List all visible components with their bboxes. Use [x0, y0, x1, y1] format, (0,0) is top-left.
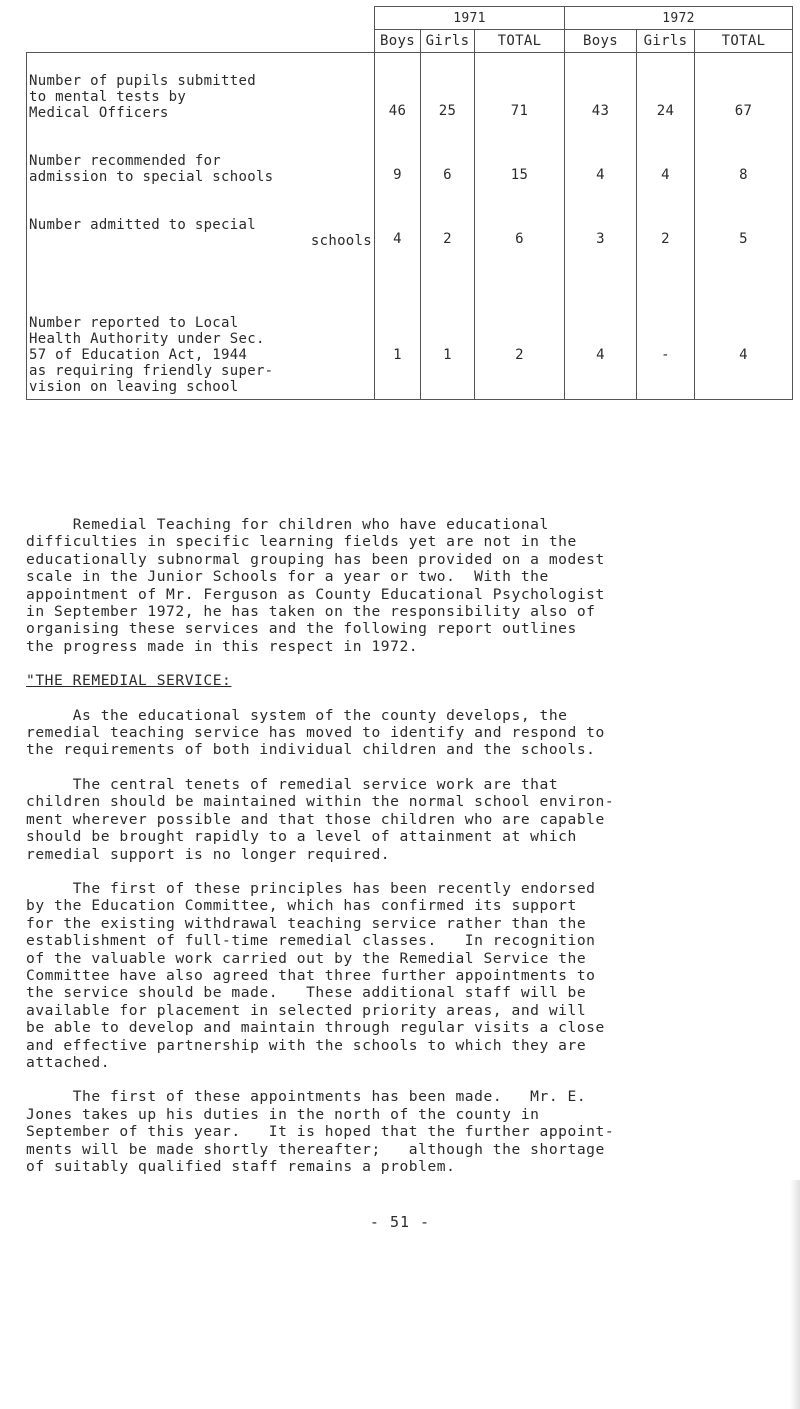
blank-header-cell [27, 7, 375, 53]
row-label-line: 57 of Education Act, 1944 [29, 347, 248, 363]
row-label-line: as requiring friendly super- [29, 363, 274, 379]
page-number: - 51 - [369, 1213, 431, 1231]
row-label [27, 253, 375, 400]
table-row [27, 253, 793, 400]
table-cell: 5 [695, 189, 793, 253]
table-cell: 8 [695, 125, 793, 189]
row-label-line: to mental tests by [29, 89, 187, 105]
table-cell: 25 [421, 53, 475, 126]
table-cell: 9 [375, 125, 421, 189]
column-header: Boys [565, 30, 637, 53]
table-cell: 6 [421, 125, 475, 189]
paragraph-system-develops: As the educational system of the county develops, the remedial teaching service has moved to identify and respond to the requirements of both individual children and the schools. [26, 706, 605, 759]
table-cell: 6 [475, 189, 565, 253]
column-header: Boys [375, 30, 421, 53]
column-header: Girls [421, 30, 475, 53]
row-label-line: vision on leaving school [29, 379, 239, 395]
table-cell: - [637, 253, 695, 400]
table-cell: 1 [421, 253, 475, 400]
paragraph-appointments: The first of these appointments has been made. Mr. E. Jones takes up his duties in the north of the county in September of this year. It is hoped that the further appoint- ments will be made shortly thereafter; although the shortage of suitably qualified staff remains a problem. [26, 1088, 615, 1175]
row-label-line: Number recommended for [29, 153, 222, 169]
year-1971-header: 1971 [375, 7, 565, 30]
row-label-line: schools [310, 233, 372, 249]
table-cell: 71 [475, 53, 565, 126]
table-cell: 4 [565, 125, 637, 189]
column-header: TOTAL [475, 30, 565, 53]
paragraph-central-tenets: The central tenets of remedial service work are that children should be maintained within the normal school environ- ment wherever possible and that those children who are capable should be brought rapidly to a level of attainment at which remedial support is no longer required. [26, 775, 615, 863]
row-label-line: Number reported to Local [29, 315, 239, 331]
row-label-line: Medical Officers [29, 105, 169, 121]
row-label [27, 125, 375, 189]
scan-edge-shadow [790, 1180, 800, 1409]
row-label-line: Number admitted to special [29, 217, 256, 233]
section-heading: "THE REMEDIAL SERVICE: [26, 672, 232, 690]
table-cell: 2 [637, 189, 695, 253]
table-row [27, 125, 793, 189]
table-cell: 24 [637, 53, 695, 126]
column-header: TOTAL [695, 30, 793, 53]
table-cell: 67 [695, 53, 793, 126]
row-label [27, 53, 375, 126]
table-cell: 15 [475, 125, 565, 189]
table-cell: 4 [565, 253, 637, 400]
year-header-row [27, 7, 793, 30]
table-row [27, 53, 793, 126]
report-body [26, 516, 792, 1192]
row-label [27, 189, 375, 253]
paragraph-remedial-teaching: Remedial Teaching for children who have educational difficulties in specific learning fields yet are not in the educationally subnormal grouping has been provided on a modest scale in the Junior Schools for a year or two. With the appointment of Mr. Ferguson as County Educational Psychologist in September 1972, he has taken on the responsibility also of organising these services and the following report outlines the progress made in this respect in 1972. [26, 516, 605, 655]
row-label-line: admission to special schools [29, 169, 274, 185]
paragraph-first-principle: The first of these principles has been recently endorsed by the Education Committee, which has confirmed its support for the existing withdrawal teaching service rather than the establishment of full-time remedial classes. In recognition of the valuable work carried out by the Remedial Service the Committee have also agreed that three further appointments to the service should be made. These additional staff will be available for placement in selected priority areas, and will be able to develop and maintain through regular visits a close and effective partnership with the schools to which they are attached. [26, 879, 605, 1071]
row-label-line: Health Authority under Sec. [29, 331, 265, 347]
table-cell: 4 [637, 125, 695, 189]
year-1972-header: 1972 [565, 7, 793, 30]
table-cell: 4 [375, 189, 421, 253]
statistics-table [26, 6, 793, 400]
table-cell: 3 [565, 189, 637, 253]
table-cell: 2 [421, 189, 475, 253]
table-cell: 4 [695, 253, 793, 400]
column-header: Girls [637, 30, 695, 53]
table-cell: 2 [475, 253, 565, 400]
row-label-line: Number of pupils submitted [29, 73, 256, 89]
table-cell: 46 [375, 53, 421, 126]
table-row [27, 189, 793, 253]
table-cell: 43 [565, 53, 637, 126]
table-cell: 1 [375, 253, 421, 400]
